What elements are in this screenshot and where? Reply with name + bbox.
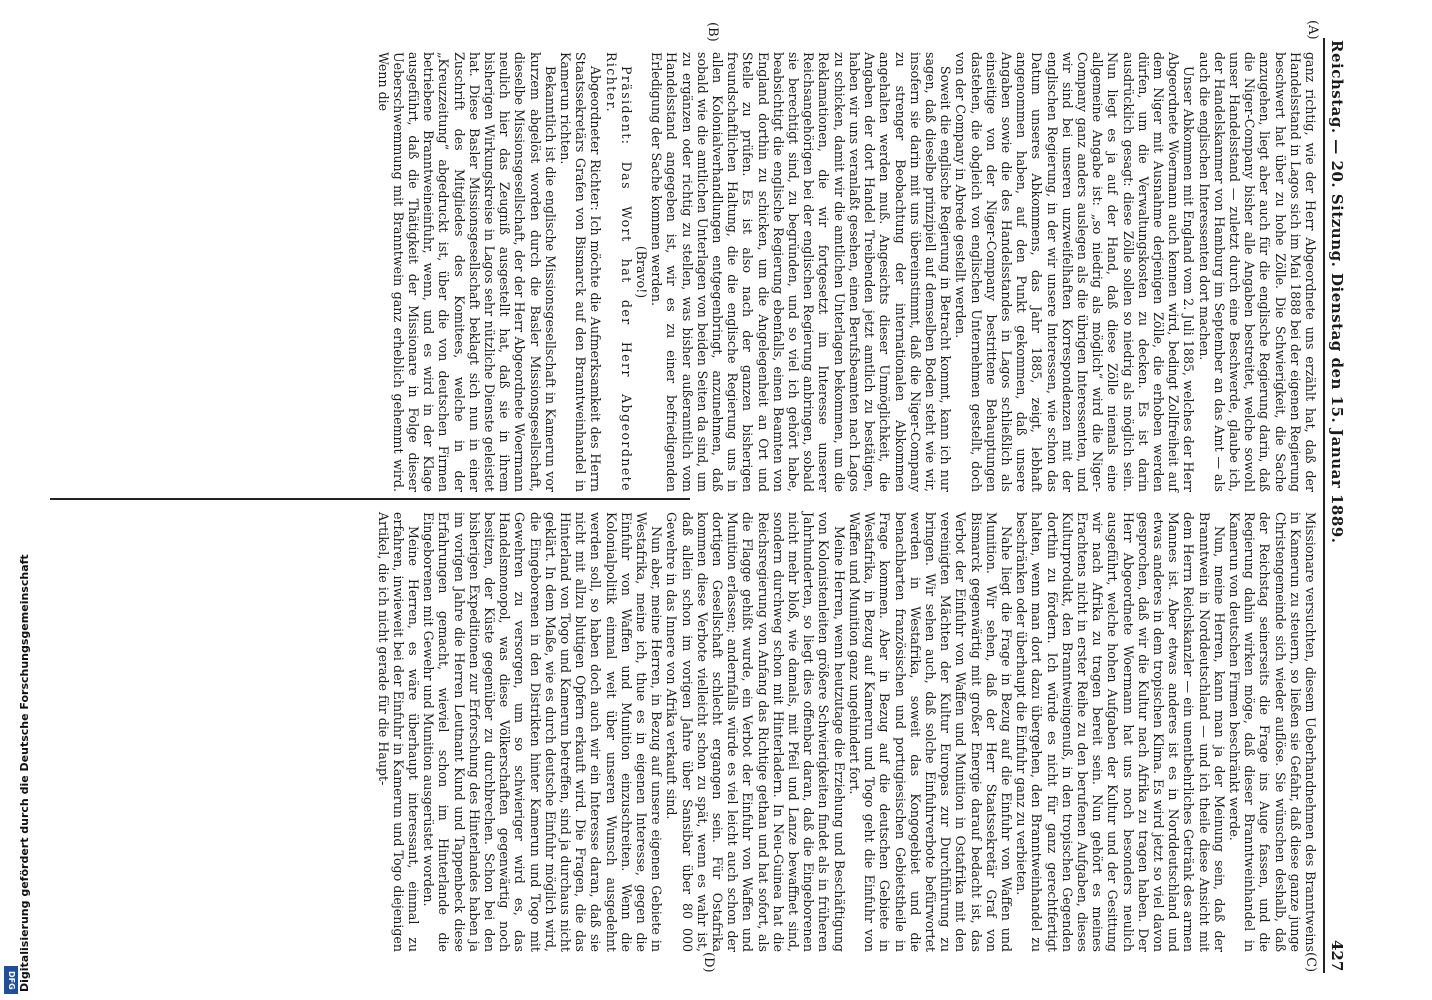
paragraph: Unser Abkommen mit England vom 2. Juli 1885, welches der Herr Abgeordnete Woermann auch kennen wird, bedingt Zollfreiheit auf dem Niger mit Ausnahme derjenigen Zölle, die erhoben werden dürfen, um die Verwaltungskosten zu decken. Es ist darin ausdrücklich gesagt: diese Zölle sollen so niedrig als möglich sein. Nun liegt es ja auf der Hand, daß diese Zölle niemals eine allgemeine Angabe ist: „so niedrig als möglich“ wird die Niger-Company ganz anders auslegen als die übrigen Interessenten, und wir sind bei unseren unzweifelhaften Korrespondenzen mit der englischen Regierung, in der wir unsere Interessen, wie schon das Datum unseres Abkommens, das Jahr 1885, zeigt, lebhaft angenommen haben, auf den Punkt gekommen, daß unsere Angaben sowie die des Handelsstandes in Lagos schließlich als einseitige von der Niger-Company bestrittene Behauptungen dastehen, die obgleich von englischen Unternehmen gestellt, doch von der Company in Abrede gestellt werden. [953, 52, 1197, 492]
margin-marker-b: (B) [705, 22, 720, 42]
margin-marker-a: (A) [1305, 20, 1320, 40]
bravo-line: (Bravo!) [634, 245, 650, 299]
paragraph: Nun, meine Herren, kann man ja der Meinung sein, daß der Branntwein in Norddeutschland — und ich theile diese Ansicht mit dem Herrn Reichskanzler — ein unentbehrliches Getränk des armen Mannes ist. Aber etwas anderes ist es in Norddeutschland und etwas anderes in dem tropischen Klima. Es wird jetzt so viel davon gesprochen, daß wir die Kultur nach Afrika zu tragen haben. Der Herr Abgeordnete Woermann hat uns noch besonders neulich ausgeführt, welche hohen Aufgaben der Kultur und der Gesittung wir nach Afrika zu tragen bereit sein. Nun gehört es meines Erachtens nicht in erster Reihe zu den berufenen Aufgaben, dieses Kulturprodukt, den Branntweingenuß, in den tropischen Gegenden dorthin zu fördern. Ich würde es nicht für ganz gerechtfertigt halten, wenn man dort dazu übergehen, den Branntweinhandel zu beschränken oder überhaupt die Einfuhr ganz zu verbieten. [1014, 512, 1227, 952]
digitization-credit: Digitalisierung gefördert durch die Deutsche Forschungsgemeinschaft [18, 554, 31, 992]
header-title: Reichstag. — 20. Sitzung. Dienstag den 15. Januar 1889. [1328, 40, 1346, 544]
paragraph: Missionare versuchten, diesem Ueberhandnehmen des Branntweins in Kamerun zu steuern, so ließen sie Gefahr, daß diese ganze junge Christengemeinde sich wieder auflöse. Sie wünschen deshalb, daß der Reichstag seinerseits die Frage ins Auge fassen, und die Regierung dahin wirken möge, daß dieser Branntweinhandel in Kamerun von deutschen Firmen beschränkt werde. [1226, 512, 1318, 952]
paragraph: Nahe liegt die Frage in Bezug auf die Einfuhr von Waffen und Munition. Wir sehen, daß der Herr Staatssekretär Graf von Bismarck gegenwärtig mit großer Energie darauf bedacht ist, das Verbot der Einfuhr von Waffen und Munition in Ostafrika mit den vereinigten Mächten der Kultur Europas zur Durchführung zu bringen. Wir sehen auch, daß solche Einfuhrverbote befürwortet werden in Westafrika, soweit das Kongogebiet und die benachbarten französischen und portugiesischen Gebietstheile in Frage kommen. Aber in Bezug auf die deutschen Gebiete in Westafrika, in Bezug auf Kamerun und Togo geht die Einfuhr von Waffen und Munition ganz ungehindert fort. [846, 512, 1014, 952]
left-column [78, 52, 1318, 492]
right-column [78, 512, 1318, 952]
column-rule [50, 498, 690, 500]
paragraph: Soweit die englische Regierung in Betracht kommt, kann ich nur sagen, daß dieselbe prinzipiell auf demselben Boden steht wie wir, insofern sie darin mit uns übereinstimmt, daß die Niger-Company zu strenger Beobachtung der internationalen Abkommen angehalten werden muß. Angesichts dieser Unmöglichkeit, die Angaben der dort Handel Treibenden jetzt amtlich zu bestätigen, haben wir uns veranlaßt gesehen, einen Berufsbeamten nach Lagos zu schicken, damit wir die amtlichen Unterlagen bekommen, um die Reklamationen, die wir fortgesetzt im Interesse unserer Reichsangehörigen bei der englischen Regierung anbringen, sobald sie berechtigt sind, zu begründen, und so viel ich gehört habe, beabsichtigt die englische Regierung ebenfalls, einen Beamten von England dorthin zu schicken, um die Angelegenheit an Ort und Stelle zu prüfen. Es ist also nach der ganzen bisherigen freundschaftlichen Haltung, die die englische Regierung uns in allen Kolonialverhandlungen entgegenbringt, anzunehmen, daß sobald wie die amtlichen Unterlagen von beiden Seiten da sind, um zu ergänzen oder richtig zu stellen, was bisher außeramtlich vom Handelsstand angegeben ist, wir es zu einer befriedigenden Erledigung der Sache kommen werden. [649, 52, 954, 492]
paragraph: Abgeordneter Richter: Ich möchte die Aufmerksamkeit des Herrn Staatssekretärs Grafen von Bismarck auf den Branntweinhandel in Kamerun richten. [558, 52, 604, 492]
margin-marker-c: (C) [1303, 952, 1318, 973]
page-number: 427 [1328, 940, 1346, 972]
paragraph: Meine Herren, es wäre überhaupt interessant, einmal zu erfahren, inwieweit bei der Einfuhr in Kamerun und Togo diejenigen Artikel, die ich nicht gerade für die Haupt- [375, 512, 422, 952]
president-paragraph: Präsident: Das Wort hat der Herr Abgeordnete Richter. [603, 52, 634, 492]
paragraph: Nun aber, meine Herren, in Bezug auf unsere eigenen Gebiete in Westafrika, meine ich, thue es in eigenen Interesse, gegen die Einfuhr von Waffen und Munition einzuschreiten. Wenn die Kolonialpolitik einmal weit über unseren Wunsch ausgedehnt werden soll, so haben doch auch wir ein Interesse daran, daß sie nicht mit allzu blutigen Opfern erkauft wird. Die Fragen, die das Hinterland von Togo und Kamerun betreffen, sind ja durchaus nicht geklärt. In dem Maße, wie es durch deutsche Einfuhr möglich wird, die Eingeborenen in den Distrikten hinter Kamerun und Togo mit Gewehren zu versorgen, um so schwieriger wird es, das Handelsmonopol, was diese Völkerschaften gegenwärtig noch besitzen, der Küste gegenüber zu durchbrechen. Schon bei den bisherigen Expeditionen zur Erforschung des Hinterlandes haben ja im vorigen Jahre die Herren Leutnant Kund und Tappenbeck diese Erfahrungen gemacht, wieviel schon im Hinterlande die Eingeborenen mit Gewehr und Munition ausgerüstet worden. [421, 512, 665, 952]
paragraph: Bekanntlich ist die englische Missionsgesellschaft in Kamerun vor kurzem abgelöst worden durch die Basler Missionsgesellschaft, dieselbe Missionsgesellschaft, der der Herr Abgeordnete Woermann neulich hier das Zeugniß ausgestellt hat, daß sie in ihrem bisherigen Wirkungskreise in Lagos sehr nützliche Dienste geleistet hat. Diese Basler Missionsgesellschaft beklagt sich nun in einer Zuschrift des Mitgliedes des Komitees, welche in der „Kreuzzeitung“ abgedruckt ist, über die von deutschen Firmen betriebene Branntweineinfuhr, wenn, und es wird in der Klage ausgeführt, daß die Thätigkeit der Missionare in Folge dieser Ueberschwemmung mit Branntwein ganz erheblich gehemmt wird. Wenn die [375, 52, 558, 492]
header-rule [1323, 38, 1325, 973]
dfg-logo: DFG [4, 966, 18, 994]
margin-marker-d: (D) [701, 952, 716, 973]
paragraph: ganz richtig, wie der Herr Abgeordnete uns erzählt hat, daß der Handelsstand in Lagos sich im Mai 1888 bei der eigenen Regierung beschwert hat über zu hohe Zölle. Die Schwierigkeit, die Sache anzugehen, liegt aber auch für die englische Regierung darin, daß die Niger-Company bisher alle Angaben bestreitet, welche sowohl unser Handelsstand — zuletzt durch eine Beschwerde, glaube ich, der Handelskammer von Hamburg im September an das Amt — als auch die englischen Interessenten dort machen. [1196, 52, 1318, 492]
running-header [1328, 40, 1346, 970]
paragraph: Meine Herren, wenn heutzutage die Erziehung und Beschäftigung von Kolonistenleiten größere Schwierigkeiten findet als in früheren Jahrhunderten, so liegt dies offenbar daran, daß die Eingeborenen nicht mehr bloß, wie damals, mit Pfeil und Lanze bewaffnet sind, sondern durchweg schon mit Hinterladern. In Neu-Guinea hat die Reichsregierung von Anfang das Richtige gethan und hat sofort, als die Flagge gehißt wurde, ein Verbot der Einfuhr von Waffen und Munition erlassen; andernfalls würde es viel leicht auch schon der dortigen Gesellschaft schlecht ergangen sein. Für Ostafrika kommen diese Verbote vielleicht schon zu spät, wenn es wahr ist, daß allein schon im vorigen Jahre über Sansibar über 80 000 Gewehre in das Innere von Afrika verkauft sind. [664, 512, 847, 952]
